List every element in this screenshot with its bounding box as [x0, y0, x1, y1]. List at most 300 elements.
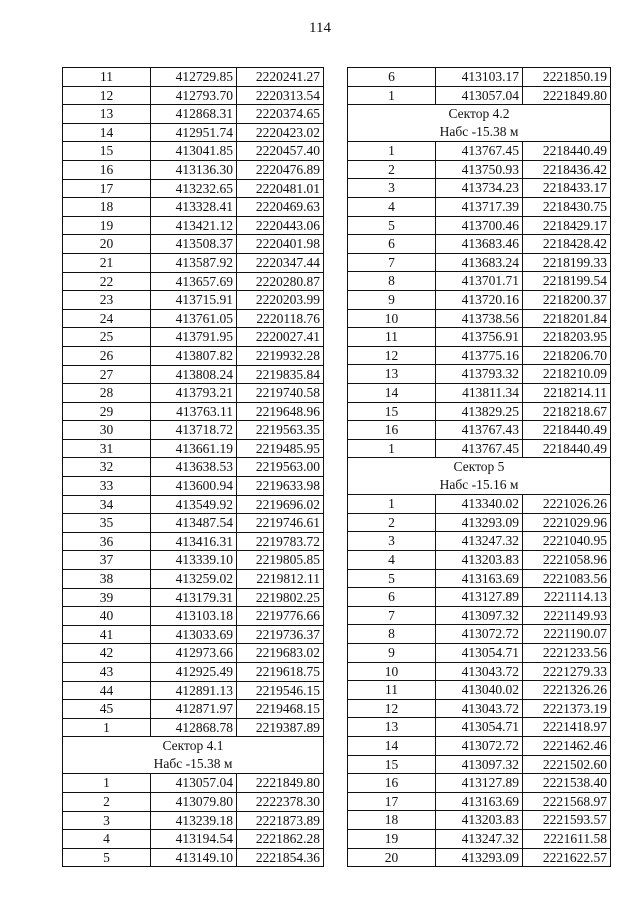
point-number-cell: 14	[63, 123, 151, 142]
x-coordinate-cell: 413829.25	[436, 402, 523, 421]
x-coordinate-cell: 413054.71	[436, 718, 523, 737]
x-coordinate-cell: 413416.31	[151, 532, 237, 551]
y-coordinate-cell: 2221326.26	[523, 681, 611, 700]
point-number-cell: 20	[348, 848, 436, 867]
table-row	[348, 365, 611, 384]
table-row	[348, 755, 611, 774]
table-row	[63, 235, 324, 254]
point-number-cell: 38	[63, 570, 151, 589]
x-coordinate-cell: 412729.85	[151, 68, 237, 87]
x-coordinate-cell: 413807.82	[151, 346, 237, 365]
sector-title: Сектор 4.2	[448, 106, 510, 122]
x-coordinate-cell: 413247.32	[436, 829, 523, 848]
table-row	[63, 700, 324, 719]
point-number-cell: 15	[348, 755, 436, 774]
x-coordinate-cell: 413793.32	[436, 365, 523, 384]
y-coordinate-cell: 2221568.97	[523, 792, 611, 811]
table-row	[348, 737, 611, 756]
point-number-cell: 21	[63, 253, 151, 272]
x-coordinate-cell: 413194.54	[151, 830, 237, 849]
x-coordinate-cell: 413097.32	[436, 755, 523, 774]
y-coordinate-cell: 2220401.98	[237, 235, 324, 254]
x-coordinate-cell: 413587.92	[151, 253, 237, 272]
x-coordinate-cell: 413791.95	[151, 328, 237, 347]
sector-header	[348, 105, 611, 142]
x-coordinate-cell: 413041.85	[151, 142, 237, 161]
table-row	[348, 179, 611, 198]
table-row	[348, 569, 611, 588]
table-row	[63, 551, 324, 570]
point-number-cell: 4	[63, 830, 151, 849]
x-coordinate-cell: 412868.31	[151, 105, 237, 124]
x-coordinate-cell: 413232.65	[151, 179, 237, 198]
y-coordinate-cell: 2218200.37	[523, 290, 611, 309]
table-row	[63, 477, 324, 496]
table-row	[63, 272, 324, 291]
x-coordinate-cell: 413738.56	[436, 309, 523, 328]
point-number-cell: 41	[63, 625, 151, 644]
x-coordinate-cell: 413328.41	[151, 198, 237, 217]
point-number-cell: 7	[348, 253, 436, 272]
table-row	[63, 68, 324, 87]
y-coordinate-cell: 2218199.33	[523, 253, 611, 272]
point-number-cell: 37	[63, 551, 151, 570]
table-row	[348, 495, 611, 514]
table-row	[63, 421, 324, 440]
point-number-cell: 9	[348, 644, 436, 663]
y-coordinate-cell: 2221622.57	[523, 848, 611, 867]
x-coordinate-cell: 413761.05	[151, 309, 237, 328]
y-coordinate-cell: 2218436.42	[523, 160, 611, 179]
y-coordinate-cell: 2218440.49	[523, 439, 611, 458]
sector-elevation: Набс -15.38 м	[153, 756, 233, 772]
x-coordinate-cell: 413421.12	[151, 216, 237, 235]
y-coordinate-cell: 2220476.89	[237, 160, 324, 179]
table-row	[63, 198, 324, 217]
table-row	[63, 384, 324, 403]
y-coordinate-cell: 2218199.54	[523, 272, 611, 291]
y-coordinate-cell: 2218433.17	[523, 179, 611, 198]
point-number-cell: 34	[63, 495, 151, 514]
table-row	[348, 235, 611, 254]
y-coordinate-cell: 2219633.98	[237, 477, 324, 496]
y-coordinate-cell: 2221611.58	[523, 829, 611, 848]
table-row	[348, 662, 611, 681]
x-coordinate-cell: 413293.09	[436, 513, 523, 532]
x-coordinate-cell: 413136.30	[151, 160, 237, 179]
x-coordinate-cell: 413775.16	[436, 346, 523, 365]
point-number-cell: 45	[63, 700, 151, 719]
x-coordinate-cell: 413179.31	[151, 588, 237, 607]
point-number-cell: 20	[63, 235, 151, 254]
table-row	[63, 681, 324, 700]
point-number-cell: 13	[63, 105, 151, 124]
x-coordinate-cell: 413079.80	[151, 792, 237, 811]
y-coordinate-cell: 2221418.97	[523, 718, 611, 737]
y-coordinate-cell: 2220347.44	[237, 253, 324, 272]
x-coordinate-cell: 413072.72	[436, 737, 523, 756]
y-coordinate-cell: 2221040.95	[523, 532, 611, 551]
table-row	[63, 309, 324, 328]
point-number-cell: 9	[348, 290, 436, 309]
y-coordinate-cell: 2218210.09	[523, 365, 611, 384]
y-coordinate-cell: 2219648.96	[237, 402, 324, 421]
point-number-cell: 5	[348, 216, 436, 235]
x-coordinate-cell: 413718.72	[151, 421, 237, 440]
point-number-cell: 1	[348, 142, 436, 161]
y-coordinate-cell: 2219618.75	[237, 663, 324, 682]
point-number-cell: 28	[63, 384, 151, 403]
point-number-cell: 4	[348, 551, 436, 570]
point-number-cell: 6	[348, 235, 436, 254]
point-number-cell: 29	[63, 402, 151, 421]
y-coordinate-cell: 2218440.49	[523, 421, 611, 440]
y-coordinate-cell: 2219740.58	[237, 384, 324, 403]
point-number-cell: 33	[63, 477, 151, 496]
point-number-cell: 1	[348, 439, 436, 458]
x-coordinate-cell: 413717.39	[436, 197, 523, 216]
x-coordinate-cell: 413767.45	[436, 142, 523, 161]
y-coordinate-cell: 2218218.67	[523, 402, 611, 421]
table-row	[348, 68, 611, 87]
table-row	[63, 532, 324, 551]
sector-header-row	[348, 458, 611, 495]
point-number-cell: 4	[348, 197, 436, 216]
x-coordinate-cell: 413549.92	[151, 495, 237, 514]
y-coordinate-cell: 2218428.42	[523, 235, 611, 254]
table-row	[348, 142, 611, 161]
point-number-cell: 17	[348, 792, 436, 811]
x-coordinate-cell: 413763.11	[151, 402, 237, 421]
y-coordinate-cell: 2219805.85	[237, 551, 324, 570]
y-coordinate-cell: 2220443.06	[237, 216, 324, 235]
y-coordinate-cell: 2221029.96	[523, 513, 611, 532]
table-row	[348, 309, 611, 328]
point-number-cell: 16	[348, 774, 436, 793]
point-number-cell: 14	[348, 737, 436, 756]
table-row	[348, 216, 611, 235]
x-coordinate-cell: 413683.46	[436, 235, 523, 254]
y-coordinate-cell: 2221083.56	[523, 569, 611, 588]
y-coordinate-cell: 2218214.11	[523, 383, 611, 402]
table-row	[348, 532, 611, 551]
y-coordinate-cell: 2220027.41	[237, 328, 324, 347]
x-coordinate-cell: 413767.43	[436, 421, 523, 440]
point-number-cell: 26	[63, 346, 151, 365]
table-row	[348, 439, 611, 458]
point-number-cell: 8	[348, 272, 436, 291]
x-coordinate-cell: 412951.74	[151, 123, 237, 142]
x-coordinate-cell: 413600.94	[151, 477, 237, 496]
point-number-cell: 12	[348, 346, 436, 365]
x-coordinate-cell: 413149.10	[151, 848, 237, 867]
table-row	[63, 811, 324, 830]
table-row	[348, 644, 611, 663]
y-coordinate-cell: 2220469.63	[237, 198, 324, 217]
point-number-cell: 18	[348, 811, 436, 830]
point-number-cell: 23	[63, 291, 151, 310]
x-coordinate-cell: 413293.09	[436, 848, 523, 867]
y-coordinate-cell: 2219468.15	[237, 700, 324, 719]
table-row	[63, 105, 324, 124]
y-coordinate-cell: 2219485.95	[237, 439, 324, 458]
table-row	[63, 830, 324, 849]
x-coordinate-cell: 413340.02	[436, 495, 523, 514]
x-coordinate-cell: 413767.45	[436, 439, 523, 458]
table-row	[63, 625, 324, 644]
x-coordinate-cell: 413203.83	[436, 551, 523, 570]
table-row	[348, 421, 611, 440]
x-coordinate-cell: 412871.97	[151, 700, 237, 719]
point-number-cell: 6	[348, 588, 436, 607]
sector-elevation: Набс -15.38 м	[439, 124, 519, 140]
table-row	[63, 291, 324, 310]
point-number-cell: 1	[348, 495, 436, 514]
point-number-cell: 5	[348, 569, 436, 588]
x-coordinate-cell: 413734.23	[436, 179, 523, 198]
table-row	[63, 607, 324, 626]
y-coordinate-cell: 2219802.25	[237, 588, 324, 607]
x-coordinate-cell: 413103.18	[151, 607, 237, 626]
sector-header	[348, 458, 611, 495]
x-coordinate-cell: 413487.54	[151, 514, 237, 533]
sector-header	[63, 737, 324, 774]
x-coordinate-cell: 412891.13	[151, 681, 237, 700]
table-row	[348, 551, 611, 570]
x-coordinate-cell: 413072.72	[436, 625, 523, 644]
y-coordinate-cell: 2219696.02	[237, 495, 324, 514]
x-coordinate-cell: 413793.21	[151, 384, 237, 403]
point-number-cell: 15	[63, 142, 151, 161]
table-row	[63, 123, 324, 142]
point-number-cell: 15	[348, 402, 436, 421]
point-number-cell: 3	[348, 532, 436, 551]
x-coordinate-cell: 413756.91	[436, 328, 523, 347]
y-coordinate-cell: 2218206.70	[523, 346, 611, 365]
y-coordinate-cell: 2221279.33	[523, 662, 611, 681]
y-coordinate-cell: 2220313.54	[237, 86, 324, 105]
table-row	[348, 513, 611, 532]
y-coordinate-cell: 2219546.15	[237, 681, 324, 700]
table-row	[348, 346, 611, 365]
y-coordinate-cell: 2218203.95	[523, 328, 611, 347]
coordinates-table-right	[347, 67, 611, 867]
table-row	[348, 588, 611, 607]
table-row	[348, 848, 611, 867]
point-number-cell: 8	[348, 625, 436, 644]
point-number-cell: 35	[63, 514, 151, 533]
table-row	[348, 606, 611, 625]
table-row	[348, 792, 611, 811]
point-number-cell: 19	[63, 216, 151, 235]
x-coordinate-cell: 413057.04	[151, 774, 237, 793]
x-coordinate-cell: 413103.17	[436, 68, 523, 87]
y-coordinate-cell: 2219683.02	[237, 644, 324, 663]
x-coordinate-cell: 413163.69	[436, 569, 523, 588]
table-row	[63, 179, 324, 198]
table-row	[348, 86, 611, 105]
y-coordinate-cell: 2219932.28	[237, 346, 324, 365]
x-coordinate-cell: 413247.32	[436, 532, 523, 551]
y-coordinate-cell: 2220374.65	[237, 105, 324, 124]
table-row	[348, 290, 611, 309]
point-number-cell: 12	[63, 86, 151, 105]
x-coordinate-cell: 412925.49	[151, 663, 237, 682]
table-row	[63, 718, 324, 737]
y-coordinate-cell: 2221026.26	[523, 495, 611, 514]
point-number-cell: 5	[63, 848, 151, 867]
coordinates-table-left	[62, 67, 324, 867]
point-number-cell: 6	[348, 68, 436, 87]
point-number-cell: 16	[348, 421, 436, 440]
y-coordinate-cell: 2219563.00	[237, 458, 324, 477]
table-row	[348, 718, 611, 737]
point-number-cell: 1	[348, 86, 436, 105]
table-row	[63, 346, 324, 365]
x-coordinate-cell: 413808.24	[151, 365, 237, 384]
table-row	[63, 142, 324, 161]
y-coordinate-cell: 2220241.27	[237, 68, 324, 87]
y-coordinate-cell: 2221233.56	[523, 644, 611, 663]
y-coordinate-cell: 2221850.19	[523, 68, 611, 87]
table-row	[348, 681, 611, 700]
table-row	[348, 197, 611, 216]
y-coordinate-cell: 2220481.01	[237, 179, 324, 198]
table-row	[348, 402, 611, 421]
y-coordinate-cell: 2221462.46	[523, 737, 611, 756]
y-coordinate-cell: 2219387.89	[237, 718, 324, 737]
x-coordinate-cell: 413127.89	[436, 774, 523, 793]
x-coordinate-cell: 413508.37	[151, 235, 237, 254]
table-row	[63, 644, 324, 663]
table-row	[63, 402, 324, 421]
point-number-cell: 14	[348, 383, 436, 402]
point-number-cell: 44	[63, 681, 151, 700]
y-coordinate-cell: 2221849.80	[237, 774, 324, 793]
point-number-cell: 7	[348, 606, 436, 625]
y-coordinate-cell: 2220423.02	[237, 123, 324, 142]
x-coordinate-cell: 413259.02	[151, 570, 237, 589]
x-coordinate-cell: 413239.18	[151, 811, 237, 830]
table-row	[63, 253, 324, 272]
table-row	[63, 458, 324, 477]
y-coordinate-cell: 2221538.40	[523, 774, 611, 793]
table-row	[63, 792, 324, 811]
y-coordinate-cell: 2219776.66	[237, 607, 324, 626]
x-coordinate-cell: 413043.72	[436, 699, 523, 718]
y-coordinate-cell: 2218201.84	[523, 309, 611, 328]
x-coordinate-cell: 413163.69	[436, 792, 523, 811]
x-coordinate-cell: 413811.34	[436, 383, 523, 402]
point-number-cell: 2	[348, 160, 436, 179]
sector-title: Сектор 5	[453, 459, 505, 475]
y-coordinate-cell: 2219835.84	[237, 365, 324, 384]
y-coordinate-cell: 2219736.37	[237, 625, 324, 644]
table-row	[63, 774, 324, 793]
y-coordinate-cell: 2221854.36	[237, 848, 324, 867]
table-row	[63, 588, 324, 607]
y-coordinate-cell: 2220457.40	[237, 142, 324, 161]
y-coordinate-cell: 2218440.49	[523, 142, 611, 161]
y-coordinate-cell: 2219746.61	[237, 514, 324, 533]
y-coordinate-cell: 2220203.99	[237, 291, 324, 310]
y-coordinate-cell: 2221190.07	[523, 625, 611, 644]
x-coordinate-cell: 413657.69	[151, 272, 237, 291]
point-number-cell: 24	[63, 309, 151, 328]
point-number-cell: 13	[348, 718, 436, 737]
x-coordinate-cell: 412973.66	[151, 644, 237, 663]
y-coordinate-cell: 2218430.75	[523, 197, 611, 216]
point-number-cell: 27	[63, 365, 151, 384]
point-number-cell: 30	[63, 421, 151, 440]
point-number-cell: 1	[63, 718, 151, 737]
table-row	[348, 774, 611, 793]
x-coordinate-cell: 413683.24	[436, 253, 523, 272]
y-coordinate-cell: 2219563.35	[237, 421, 324, 440]
y-coordinate-cell: 2219783.72	[237, 532, 324, 551]
table-row	[63, 160, 324, 179]
point-number-cell: 3	[63, 811, 151, 830]
x-coordinate-cell: 413127.89	[436, 588, 523, 607]
point-number-cell: 11	[348, 328, 436, 347]
point-number-cell: 36	[63, 532, 151, 551]
y-coordinate-cell: 2221849.80	[523, 86, 611, 105]
x-coordinate-cell: 413750.93	[436, 160, 523, 179]
y-coordinate-cell: 2220118.76	[237, 309, 324, 328]
point-number-cell: 11	[63, 68, 151, 87]
sector-title: Сектор 4.1	[162, 738, 224, 754]
x-coordinate-cell: 413033.69	[151, 625, 237, 644]
y-coordinate-cell: 2220280.87	[237, 272, 324, 291]
point-number-cell: 22	[63, 272, 151, 291]
x-coordinate-cell: 413720.16	[436, 290, 523, 309]
x-coordinate-cell: 412868.78	[151, 718, 237, 737]
y-coordinate-cell: 2221149.93	[523, 606, 611, 625]
table-row	[63, 848, 324, 867]
table-row	[348, 253, 611, 272]
y-coordinate-cell: 2221058.96	[523, 551, 611, 570]
point-number-cell: 12	[348, 699, 436, 718]
page-number: 114	[309, 20, 331, 36]
table-row	[63, 570, 324, 589]
table-row	[63, 328, 324, 347]
table-row	[348, 272, 611, 291]
x-coordinate-cell: 413054.71	[436, 644, 523, 663]
table-row	[348, 625, 611, 644]
table-row	[348, 811, 611, 830]
point-number-cell: 11	[348, 681, 436, 700]
table-row	[348, 829, 611, 848]
y-coordinate-cell: 2222378.30	[237, 792, 324, 811]
point-number-cell: 32	[63, 458, 151, 477]
x-coordinate-cell: 413339.10	[151, 551, 237, 570]
point-number-cell: 19	[348, 829, 436, 848]
point-number-cell: 42	[63, 644, 151, 663]
point-number-cell: 39	[63, 588, 151, 607]
y-coordinate-cell: 2219812.11	[237, 570, 324, 589]
x-coordinate-cell: 413700.46	[436, 216, 523, 235]
table-row	[63, 216, 324, 235]
point-number-cell: 43	[63, 663, 151, 682]
table-row	[63, 495, 324, 514]
x-coordinate-cell: 413715.91	[151, 291, 237, 310]
table-row	[348, 328, 611, 347]
table-row	[63, 663, 324, 682]
x-coordinate-cell: 413040.02	[436, 681, 523, 700]
x-coordinate-cell: 413701.71	[436, 272, 523, 291]
y-coordinate-cell: 2221502.60	[523, 755, 611, 774]
table-row	[63, 514, 324, 533]
